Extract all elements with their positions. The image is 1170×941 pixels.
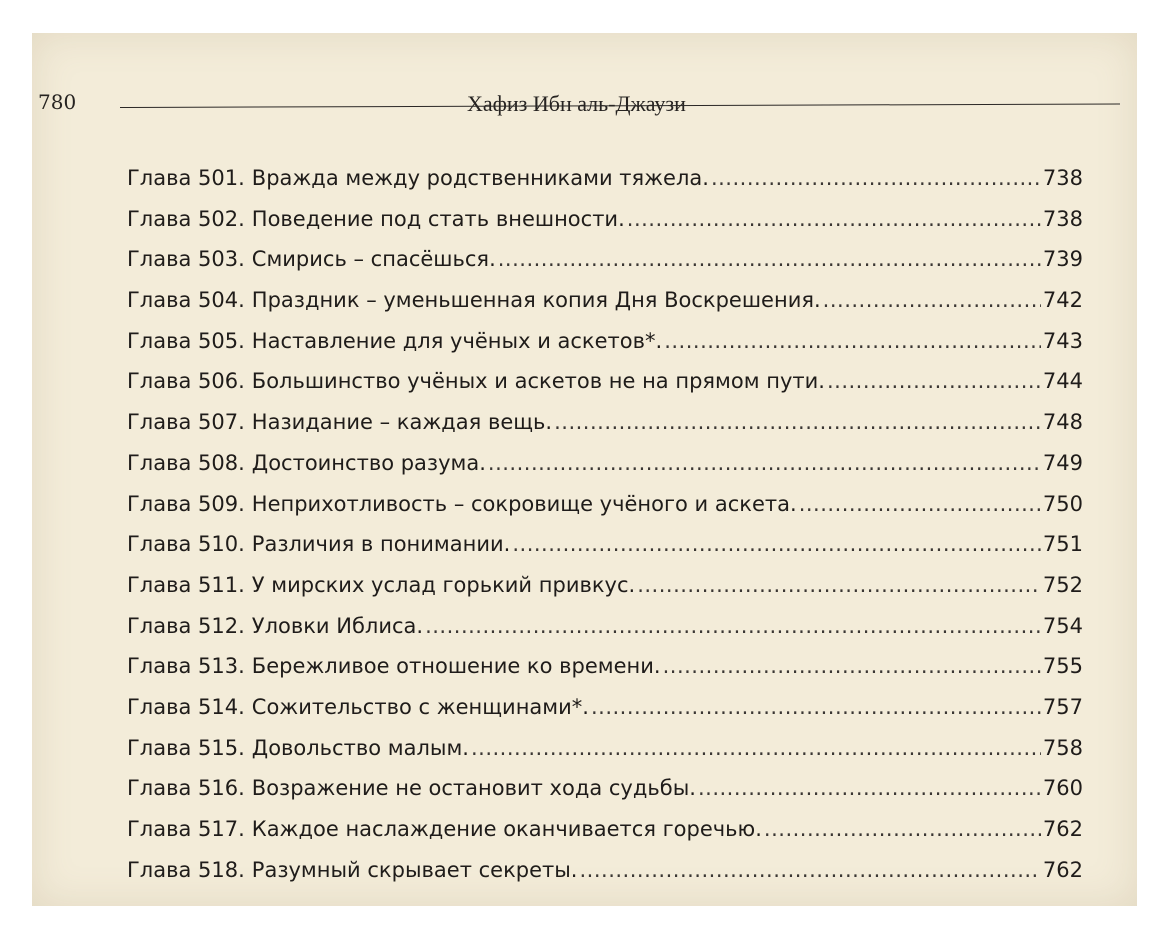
toc-chapter-title: Сожительство с женщинами*.	[251, 694, 589, 719]
toc-chapter-label: Глава 509.	[127, 491, 245, 516]
toc-page-number: 757	[1042, 694, 1083, 719]
toc-entry-507	[127, 410, 1083, 451]
toc-entry-513	[127, 654, 1083, 695]
book-page	[32, 33, 1137, 906]
toc-chapter-label: Глава 506.	[127, 369, 245, 394]
toc-chapter-label: Глава 511.	[127, 572, 245, 597]
toc-dot-leader	[471, 736, 1041, 760]
toc-entry-512	[127, 614, 1083, 655]
toc-chapter-title: Наставление для учёных и аскетов*.	[251, 328, 663, 353]
toc-chapter-title: У мирских услад горький привкус.	[251, 572, 636, 597]
toc-entry-515	[127, 736, 1083, 777]
toc-chapter-label: Глава 515.	[127, 735, 245, 760]
toc-entry-511	[127, 573, 1083, 614]
toc-chapter-label: Глава 516.	[127, 776, 245, 801]
toc-chapter-title: Праздник – уменьшенная копия Дня Воскрешения.	[251, 288, 821, 313]
toc-chapter-title: Разумный скрывает секреты.	[251, 857, 578, 882]
toc-dot-leader	[663, 654, 1041, 678]
toc-page-number: 750	[1042, 491, 1083, 516]
toc-chapter-label: Глава 505.	[127, 328, 245, 353]
toc-entry-510	[127, 532, 1083, 573]
toc-entry-503	[127, 247, 1083, 288]
toc-page-number: 754	[1042, 613, 1083, 638]
toc-dot-leader	[799, 492, 1041, 516]
toc-chapter-label: Глава 503.	[127, 247, 245, 272]
toc-page-number: 739	[1042, 247, 1083, 272]
toc-page-number: 748	[1042, 410, 1083, 435]
toc-chapter-title: Поведение под стать внешности.	[251, 206, 625, 231]
toc-page-number: 738	[1042, 206, 1083, 231]
toc-dot-leader	[764, 817, 1041, 841]
toc-chapter-label: Глава 514.	[127, 694, 245, 719]
toc-dot-leader	[591, 695, 1041, 719]
toc-entry-502	[127, 207, 1083, 248]
toc-chapter-label: Глава 510.	[127, 532, 245, 557]
toc-chapter-title: Бережливое отношение ко времени.	[251, 654, 661, 679]
toc-chapter-title: Назидание – каждая вещь.	[251, 410, 553, 435]
toc-dot-leader	[627, 207, 1041, 231]
toc-page-number: 755	[1042, 654, 1083, 679]
toc-dot-leader	[488, 451, 1041, 475]
toc-dot-leader	[711, 166, 1041, 190]
toc-dot-leader	[637, 573, 1041, 597]
toc-chapter-label: Глава 517.	[127, 817, 245, 841]
toc-dot-leader	[425, 614, 1041, 638]
toc-entry-518	[127, 858, 1083, 899]
toc-chapter-title: Большинство учёных и аскетов не на прямом пути.	[251, 369, 825, 394]
toc-page-number: 751	[1042, 532, 1083, 557]
toc-entry-509	[127, 492, 1083, 533]
toc-chapter-label: Глава 513.	[127, 654, 245, 679]
toc-page-number: 762	[1042, 817, 1083, 841]
toc-chapter-label: Глава 501.	[127, 166, 245, 190]
toc-dot-leader	[823, 288, 1041, 312]
toc-page-number: 760	[1042, 776, 1083, 801]
toc-entry-517	[127, 817, 1083, 858]
toc-entry-505	[127, 329, 1083, 370]
toc-chapter-label: Глава 518.	[127, 857, 245, 882]
toc-chapter-title: Неприхотливость – сокровище учёного и аскета.	[251, 491, 797, 516]
toc-page-number: 738	[1042, 166, 1083, 190]
toc-chapter-title: Смирись – спасёшься.	[251, 247, 496, 272]
toc-chapter-title: Различия в понимании.	[251, 532, 511, 557]
toc-chapter-label: Глава 512.	[127, 613, 245, 638]
toc-entry-516	[127, 776, 1083, 817]
toc-entry-514	[127, 695, 1083, 736]
running-head-title: Хафиз Ибн аль-Джаузи	[467, 91, 686, 116]
toc-chapter-title: Возражение не остановит хода судьбы.	[251, 776, 696, 801]
toc-dot-leader	[512, 532, 1041, 556]
toc-entry-506	[127, 369, 1083, 410]
toc-chapter-label: Глава 508.	[127, 450, 245, 475]
toc-dot-leader	[580, 858, 1041, 882]
toc-chapter-label: Глава 504.	[127, 288, 245, 313]
toc-chapter-label: Глава 507.	[127, 410, 245, 435]
toc-page-number: 743	[1042, 328, 1083, 353]
toc-page-number: 744	[1042, 369, 1083, 394]
toc-chapter-label: Глава 502.	[127, 206, 245, 231]
toc-dot-leader	[664, 329, 1041, 353]
toc-dot-leader	[554, 410, 1041, 434]
toc-chapter-title: Достоинство разума.	[251, 450, 486, 475]
toc-page-number: 762	[1042, 857, 1083, 882]
toc-entry-504	[127, 288, 1083, 329]
toc-page-number: 758	[1042, 735, 1083, 760]
page-number: 780	[38, 90, 77, 114]
toc-chapter-title: Каждое наслаждение оканчивается горечью.	[251, 817, 762, 841]
toc-dot-leader	[698, 776, 1041, 800]
toc-entry-501	[127, 166, 1083, 207]
toc-page-number: 742	[1042, 288, 1083, 313]
toc-entry-508	[127, 451, 1083, 492]
toc-chapter-title: Вражда между родственниками тяжела.	[251, 166, 709, 190]
toc-page-number: 749	[1042, 450, 1083, 475]
toc-dot-leader	[498, 247, 1041, 271]
table-of-contents	[127, 166, 1083, 898]
toc-chapter-title: Довольство малым.	[251, 735, 469, 760]
toc-dot-leader	[827, 369, 1041, 393]
toc-page-number: 752	[1042, 572, 1083, 597]
toc-chapter-title: Уловки Иблиса.	[251, 613, 424, 638]
